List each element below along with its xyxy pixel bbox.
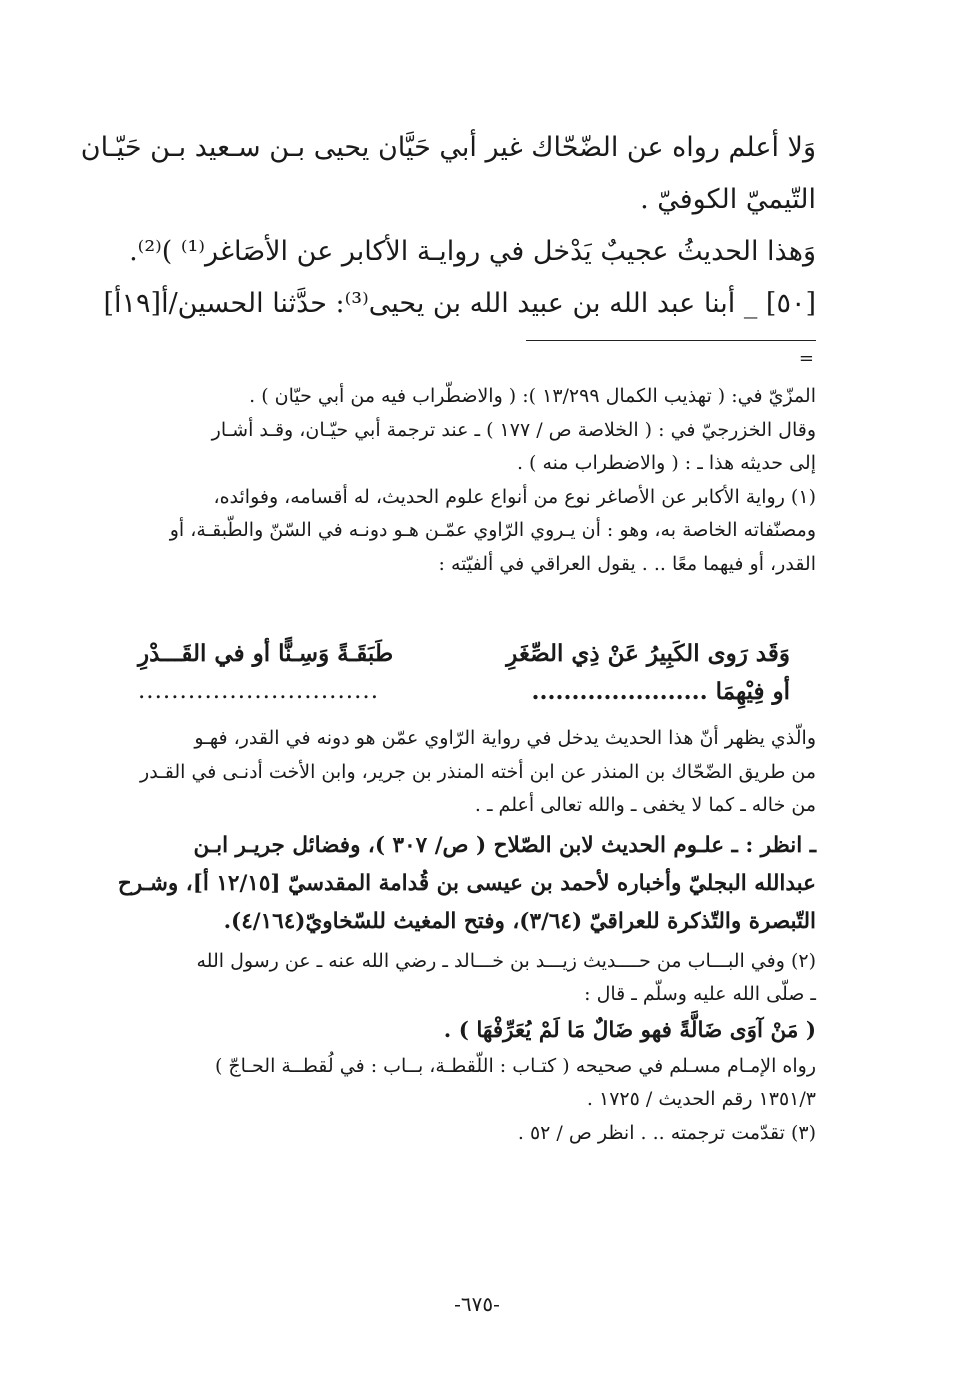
verse-hemistich: ............................. [138,678,380,704]
verse [138,640,816,716]
footnote-line: من خاله ـ كما لا يخفى ـ والله تعالى أعلم ـ . [474,794,816,816]
footnote-line: والّذي يظهر أنّ هذا الحديث يدخل في رواية الرّاوي عمّن هو دونه في القدر، فهـو [194,727,816,749]
hadith-text: ( مَنْ آوَى ضَالَّةً فهو ضَالٌ مَا لَمْ يُعَرِّفْهَا ) . [443,1017,816,1043]
verse-hemistich: وَقَد رَوى الكَبِيرُ عَنْ ذِي الصِّغَرِ [506,640,790,667]
footnote-line: من طريق الضّحّاك بن المنذر عن ابن أخته المنذر بن جرير، وابن الأخت أدنـى في القـدر [140,760,816,783]
footnote-line: رواه الإمـام مسـلم في صحيحه ( كتـاب : اللّقطـة، بــاب : في لُقطــة الحـاجّ ) [214,1054,816,1077]
main-line: التّيميّ الكوفيّ . [640,184,816,215]
footnote-line: إلى حديثه هذا ـ : ( والاضطراب منه ) . [516,452,816,474]
main-text [80,122,816,330]
footnotes [138,380,816,581]
footnotes-continued [117,722,816,1150]
main-line: [٥٠] _ أبنا عبد الله بن عبيد الله بن يحيى⁽³⁾: حدَّثنا الحسين/أ[١٩أ] [103,288,816,319]
footnote-line: (٣) تقدّمت ترجمته .. . انظر ص / ٥٢ . [517,1121,816,1144]
reference-line: ـ انظر : ـ علـوم الحديث لابن الصّلاح ( ص/ ٣٠٧ )، وفضائل جريـر ابـن [193,832,816,858]
reference-line: التّبصرة والتّذكرة للعراقيّ (٣/٦٤)، وفتح المغيث للسّخاويّ(٤/١٦٤). [223,908,816,934]
footnote-line: ١٣٥١/٣ رقم الحديث / ١٧٢٥ . [586,1088,816,1110]
footnote-line: القدر، أو فيهما معًا .. . يقول العراقي في ألفيّته : [438,552,816,575]
footnote-continuation-mark: = [798,348,814,369]
verse-hemistich: أو فِيْهِمَا ...................... [531,678,790,705]
footnote-line: (٢) وفي البـــاب من حــــديث زيـــد بن خـــالد ـ رضي الله عنه ـ عن رسول الله [196,949,816,972]
footnote-line: (١) رواية الأكابر عن الأصاغر نوع من أنواع علوم الحديث، له أقسامه، وفوائده، [213,485,816,508]
main-line: وَهذا الحديثُ عجيبٌ يَدْخل في روايـة الأكابر عن الأصَاغر⁽¹⁾ )⁽²⁾. [129,236,816,267]
main-line: وَلا أعلم رواه عن الضّحّاك غير أبي حَيَّان يحيى بـن سـعيد بـن حَيّـان [80,132,816,163]
verse-hemistich: طَبَقَـةً وَسِـنًّا أو في القَـــدْرِ [138,640,394,667]
footnote-line: وقال الخزرجيّ في : ( الخلاصة ص / ١٧٧ ) ـ عند ترجمة أبي حيّـان، وقـد أشـار [211,418,816,441]
footnote-line: ومصنّفاته الخاصة به، وهو : أن يـروي الرّاوي عمّـن هـو دونـه في السّنّ والطّبقـة، أو [169,519,816,541]
page-number: -٦٧٥- [454,1292,500,1316]
reference-line: عبدالله البجليّ وأخباره لأحمد بن عيسى بن قُدامة المقدسيّ [١٢/١٥ أ]، وشـرح [117,870,816,896]
footnote-line: المزّيّ في: ( تهذيب الكمال ١٣/٢٩٩ ): ( والاضطّراب فيه من أبي حيّان ) . [249,385,816,407]
footnote-separator [526,340,816,341]
footnote-line: ـ صلّى الله عليه وسلّم ـ قال : [584,983,816,1005]
